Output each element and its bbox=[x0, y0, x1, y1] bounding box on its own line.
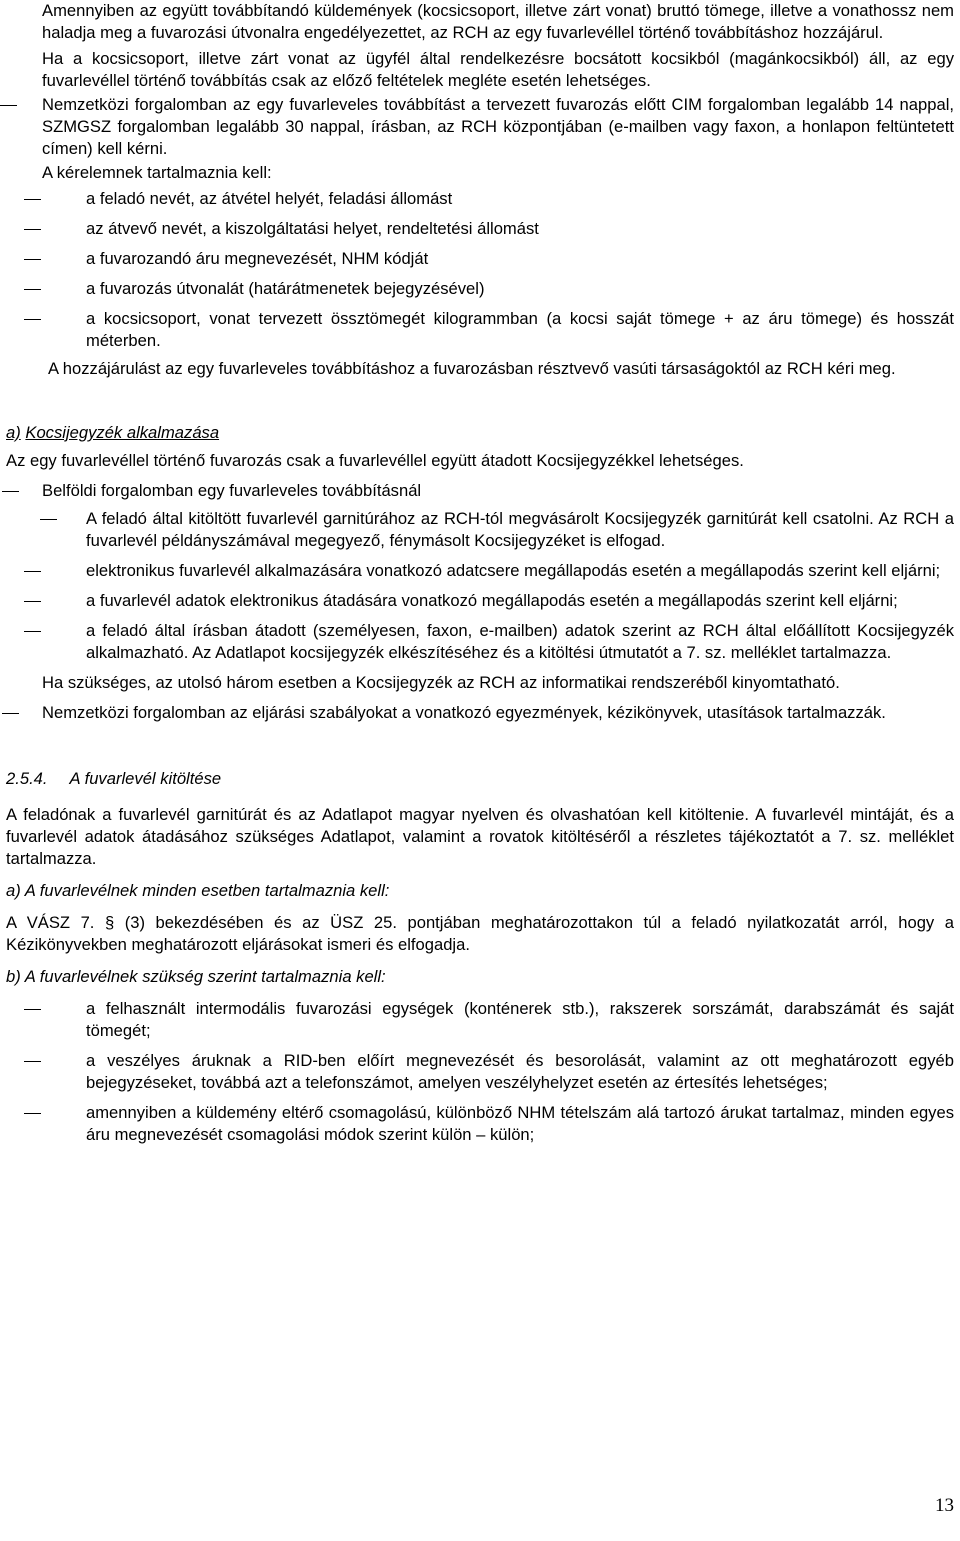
list-item-text: amennyiben a küldemény eltérő csomagolású, különböző NHM tételszám alá tartozó árukat tartalmaz, minden egyes áru megnevezését csomagolási módok szerint külön – külön; bbox=[86, 1103, 954, 1144]
list-item-text: a veszélyes áruknak a RID-ben előírt megnevezését és besorolását, valamint az ott meghatározott egyéb bejegyzéseket, továbbá azt a telefonszámot, amelyen veszélyhelyzet esetén az értesítés lehetséges; bbox=[86, 1051, 954, 1092]
dash-icon bbox=[24, 229, 41, 230]
list-item-text: a kocsicsoport, vonat tervezett össztömegét kilogrammban (a kocsi saját tömege + az áru tömege) és hosszát méterben. bbox=[86, 309, 954, 350]
list-item bbox=[86, 248, 954, 270]
paragraph-wagon-list: Az egy fuvarlevéllel történő fuvarozás csak a fuvarlevéllel együtt átadott Kocsijegyzékkel lehetséges. bbox=[6, 451, 744, 470]
list-item-text: a felhasznált intermodális fuvarozási egységek (konténerek stb.), rakszerek sorszámát, darabszámát és saját tömegét; bbox=[86, 999, 954, 1040]
page-number: 13 bbox=[935, 1495, 954, 1516]
list-item bbox=[86, 560, 954, 582]
paragraph-consent: A hozzájárulást az egy fuvarleveles továbbításhoz a fuvarozásban résztvevő vasúti társaságoktól az RCH kéri meg. bbox=[48, 359, 896, 378]
dash-icon bbox=[24, 1061, 41, 1062]
subheading-b: b) A fuvarlevélnek szükség szerint tartalmaznia kell: bbox=[6, 967, 386, 986]
list-item-text: A feladó által kitöltött fuvarlevél garnitúrához az RCH-tól megvásárolt Kocsijegyzék garnitúrát kell csatolni. Az RCH a fuvarlevél példányszámával megegyező, fénymásolt Kocsijegyzéket is elfogad. bbox=[86, 509, 954, 550]
list-item bbox=[86, 308, 954, 352]
list-item bbox=[86, 188, 954, 210]
dash-icon bbox=[2, 491, 19, 492]
section-title: A fuvarlevél kitöltése bbox=[69, 769, 222, 788]
list-item-text: a fuvarlevél adatok elektronikus átadására vonatkozó megállapodás esetén a megállapodás szerint kell eljárni; bbox=[86, 591, 898, 610]
dash-icon bbox=[24, 601, 41, 602]
paragraph-international-rules: Nemzetközi forgalomban az eljárási szabályokat a vonatkozó egyezmények, kézikönyvek, utasítások tartalmazzák. bbox=[42, 703, 886, 722]
dash-icon bbox=[2, 713, 19, 714]
dash-item-international-rules bbox=[42, 702, 954, 724]
dash-icon bbox=[24, 259, 41, 260]
domestic-list bbox=[0, 508, 960, 664]
list-item-text: a fuvarozás útvonalát (határátmenetek bejegyzésével) bbox=[86, 279, 485, 298]
dash-icon bbox=[40, 519, 57, 520]
dash-icon bbox=[24, 199, 41, 200]
dash-icon bbox=[24, 1113, 41, 1114]
paragraph-filling: A feladónak a fuvarlevél garnitúrát és az Adatlapot magyar nyelven és olvashatóan kell kitöltenie. A fuvarlevél mintáját, és a fuvarlevél adatok átadásához szükséges Adatlapot, valamint a rovatok kitöltéséről a részletes tájékoztatót a 7. sz. melléklet tartalmazza. bbox=[6, 805, 954, 868]
list-item bbox=[86, 998, 954, 1042]
list-item-text: a feladó által írásban átadott (személyesen, faxon, e-mailben) adatok szerint az RCH által előállított Kocsijegyzék alkalmazható. Az Adatlapot kocsijegyzék elkészítéséhez és a kitöltési útmutatót a 7. sz. melléklet tartalmazza. bbox=[86, 621, 954, 662]
dash-icon bbox=[24, 631, 41, 632]
section-a-label: a) bbox=[6, 423, 21, 442]
section-a-title: Kocsijegyzék alkalmazása bbox=[25, 423, 220, 442]
paragraph-gross-weight: Amennyiben az együtt továbbítandó küldemények (kocsicsoport, illetve zárt vonat) bruttó tömege, illetve a vonathossz nem haladja meg a fuvarozási útvonalra engedélyezettet, az RCH az egy fuvarlevéllel történő továbbításhoz hozzájárul. bbox=[42, 1, 954, 42]
subheading-a: a) A fuvarlevélnek minden esetben tartalmaznia kell: bbox=[6, 881, 390, 900]
dash-icon bbox=[24, 1009, 41, 1010]
dash-icon bbox=[24, 571, 41, 572]
list-item bbox=[86, 508, 954, 552]
paragraph-private-wagons: Ha a kocsicsoport, illetve zárt vonat az ügyfél által rendelkezésre bocsátott kocsikból (magánkocsikból) áll, az egy fuvarlevéllel történő továbbítás csak az előző feltételek megléte esetén lehetséges. bbox=[42, 49, 954, 90]
list-item-text: a fuvarozandó áru megnevezését, NHM kódját bbox=[86, 249, 429, 268]
list-item bbox=[86, 278, 954, 300]
dash-icon bbox=[0, 105, 17, 106]
optional-list bbox=[0, 998, 960, 1146]
paragraph-print: Ha szükséges, az utolsó három esetben a Kocsijegyzék az RCH az informatikai rendszeréből kinyomtatható. bbox=[42, 673, 840, 692]
section-2-5-4-heading bbox=[6, 768, 960, 790]
dash-icon bbox=[24, 319, 41, 320]
list-item bbox=[86, 1050, 954, 1094]
paragraph-international-request: Nemzetközi forgalomban az egy fuvarleveles továbbítást a tervezett fuvarozás előtt CIM forgalomban legalább 14 nappal, SZMGSZ forgalomban legalább 30 nappal, írásban, az RCH központjában (e-mailben vagy faxon, a honlapon feltüntetett címen) kell kérni. bbox=[42, 95, 954, 158]
list-item-text: a feladó nevét, az átvétel helyét, feladási állomást bbox=[86, 189, 453, 208]
list-item bbox=[86, 1102, 954, 1146]
paragraph-domestic: Belföldi forgalomban egy fuvarleveles továbbításnál bbox=[42, 481, 422, 500]
list-item-text: az átvevő nevét, a kiszolgáltatási helyet, rendeltetési állomást bbox=[86, 219, 539, 238]
dash-item-international bbox=[42, 94, 954, 160]
request-list bbox=[0, 188, 960, 352]
dash-icon bbox=[24, 289, 41, 290]
list-item bbox=[86, 590, 954, 612]
section-number: 2.5.4. bbox=[6, 769, 48, 788]
list-item bbox=[86, 620, 954, 664]
list-item bbox=[86, 218, 954, 240]
dash-item-domestic bbox=[42, 480, 954, 502]
section-a-heading bbox=[6, 422, 954, 444]
paragraph-vasz: A VÁSZ 7. § (3) bekezdésében és az ÜSZ 25. pontjában meghatározottakon túl a feladó nyilatkozatát arról, hogy a Kézikönyvekben meghatározott eljárásokat ismeri és elfogadja. bbox=[6, 913, 954, 954]
list-item-text: elektronikus fuvarlevél alkalmazására vonatkozó adatcsere megállapodás esetén a megállapodás szerint kell eljárni; bbox=[86, 561, 941, 580]
request-heading: A kérelemnek tartalmaznia kell: bbox=[42, 163, 272, 182]
